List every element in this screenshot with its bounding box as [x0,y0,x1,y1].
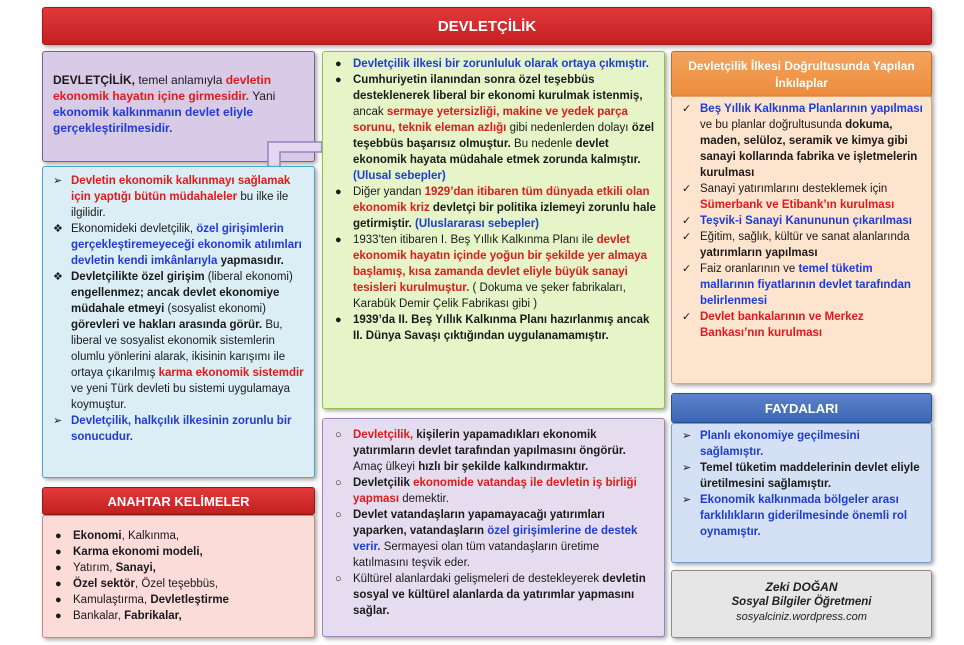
list-item: ○ Devletçilik, kişilerin yapamadıkları ekonomik yatırımların devlet tarafından yapılmasını öngörür. Amaç ülkeyi hızlı bir şekilde kalkındırmaktır. [335,429,626,473]
author-url[interactable]: sosyalciniz.wordpress.com [736,611,867,623]
definition-highlight: devletin ekonomik hayatın içine girmesidir. [53,73,272,103]
list-item: ➢ Temel tüketim maddelerinin devlet eliyle üretilmesini sağlamıştır. [682,462,920,490]
bullet-icon: ● [55,610,62,622]
benefits-header: FAYDALARI [671,393,932,423]
chevron-right-icon: ➢ [682,462,692,474]
definition-text: Yani [249,89,276,103]
list-item: ● 1933'ten itibaren I. Beş Yıllık Kalkınma Planı ile devlet ekonomik hayatın içinde yoğun bir şekilde yer almaya başlamış, kısa zamanda devlet eliyle büyük sanayi tesisleri kurulmuştur. ( Dokuma ve şeker fabrikaları, Karabük Demir Çelik Fabrikası gibi ) [335,234,647,310]
list-item: ● 1939’da II. Beş Yıllık Kalkınma Planı hazırlanmış ancak II. Dünya Savaşı çıktığından uygulanamamıştır. [335,314,650,342]
left-info-box [42,166,315,478]
bullet-icon: ● [335,58,342,70]
bullet-icon: ● [55,546,62,558]
list-item: ✓ Devlet bankalarının ve Merkez Bankası’nın kurulması [682,311,864,339]
circle-bullet-icon: ○ [335,477,342,489]
circle-bullet-icon: ○ [335,573,342,585]
author-name: Zeki DOĞAN [765,580,838,594]
diamond-bullet-icon: ❖ [53,223,63,235]
check-icon: ✓ [682,183,692,195]
list-item: ○ Devletçilik ekonomide vatandaş ile devletin iş birliği yapması demektir. [335,477,637,505]
list-item: ✓ Teşvik-i Sanayi Kanununun çıkarılması [682,215,912,227]
bullet-icon: ● [335,314,342,326]
list-item: ● Cumhuriyetin ilanından sonra özel teşebbüs desteklenerek liberal bir ekonomi kurulmak istenmiş, ancak sermaye yetersizliği, makine ve yedek parça sorunu, teknik eleman azlığı gibi nedenlerden dolayı özel teşebbüs başarısız olmuştur. Bu nedenle devlet ekonomik hayata müdahale etmek zorunda kalmıştır. (Ulusal sebepler) [335,74,655,182]
list-item: ✓ Sanayi yatırımlarını desteklemek için Sümerbank ve Etibank’ın kurulması [682,183,895,211]
chevron-right-icon: ➢ [682,430,692,442]
list-item: ➢ Planlı ekonomiye geçilmesini sağlamıştır. [682,430,860,458]
check-icon: ✓ [682,103,692,115]
check-icon: ✓ [682,311,692,323]
bullet-icon: ● [55,594,62,606]
reforms-header: Devletçilik İlkesi Doğrultusunda Yapılan İnkılaplar [671,51,932,97]
list-item: ● Özel sektör, Özel teşebbüs, [55,578,219,590]
list-item: ● Diğer yandan 1929’dan itibaren tüm dünyada etkili olan ekonomik kriz devletçi bir politika izlemeyi zorunlu hale getirmiştir. (Uluslararası sebepler) [335,186,656,230]
list-item: ○ Devlet vatandaşların yapamayacağı yatırımları yaparken, vatandaşların özel girişimlerine de destek verir. Sermayesi olan tüm vatandaşların üretime katılmasını teşvik eder. [335,509,638,569]
chevron-right-icon: ➢ [53,415,63,427]
bullet-icon: ● [335,74,342,86]
list-item: ❖ Ekonomideki devletçilik, özel girişimlerin gerçekleştiremeyeceği ekonomik atılımları devletin kendi imkânlarıyla yapmasıdır. [53,223,302,267]
list-item: ○ Kültürel alanlardaki gelişmeleri de destekleyerek devletin sosyal ve kültürel alanlarda da yatırımlar yapmasını sağlar. [335,573,646,617]
list-item: ✓ Beş Yıllık Kalkınma Planlarının yapılması ve bu planlar doğrultusunda dokuma, maden, selüloz, seramik ve kimya gibi sanayi kollarında fabrika ve işletmelerin kurulması [682,103,923,179]
list-item: ● Kamulaştırma, Devletleştirme [55,594,229,606]
bullet-icon: ● [335,186,342,198]
diamond-bullet-icon: ❖ [53,271,63,283]
list-item: ● Bankalar, Fabrikalar, [55,610,182,622]
list-item: ● Yatırım, Sanayi, [55,562,156,574]
list-item: ✓ Eğitim, sağlık, kültür ve sanat alanlarında yatırımların yapılması [682,231,910,259]
benefits-box [671,423,932,563]
author-role: Sosyal Bilgiler Öğretmeni [731,596,872,608]
list-item: ❖ Devletçilikte özel girişim (liberal ekonomi) engellenmez; ancak devlet ekonomiye müdahale etmeyi (sosyalist ekonomi) görevleri ve hakları arasında görür. Bu, liberal ve sosyalist ekonomik sistemlerin olumlu yönlerini alarak, ikisinin karışımı ile ortaya çıkarılmış karma ekonomik sistemdir ve yeni Türk devleti bu sistemi uygulamaya koymuştur. [53,271,304,411]
list-item: ✓ Faiz oranlarının ve temel tüketim mallarının fiyatlarının devlet tarafından belirlenmesi [682,263,911,307]
bullet-icon: ● [55,530,62,542]
circle-bullet-icon: ○ [335,509,342,521]
list-item: ➢ Devletin ekonomik kalkınmayı sağlamak için yaptığı bütün müdahaleler bu ilke ile ilgilidir. [53,175,291,219]
bullet-icon: ● [335,234,342,246]
keywords-header: ANAHTAR KELİMELER [42,487,315,515]
check-icon: ✓ [682,231,692,243]
bullet-icon: ● [55,562,62,574]
list-item: ➢ Ekonomik kalkınmada bölgeler arası farklılıkların giderilmesinde önemli rol oynamıştır. [682,494,908,538]
chevron-right-icon: ➢ [53,175,63,187]
definition-highlight: ekonomik kalkınmanın devlet eliyle gerçekleştirilmesidir. [53,105,254,135]
check-icon: ✓ [682,215,692,227]
definition-term: DEVLETÇİLİK, [53,73,136,87]
check-icon: ✓ [682,263,692,275]
list-item: ● Devletçilik ilkesi bir zorunluluk olarak ortaya çıkmıştır. [335,58,649,70]
page-title: DEVLETÇİLİK [42,7,932,45]
middle-lower-box [322,418,665,637]
author-box [671,570,932,638]
middle-info-box [322,51,665,409]
bullet-icon: ● [55,578,62,590]
list-item: ● Ekonomi, Kalkınma, [55,530,180,542]
keywords-box [42,515,315,638]
reforms-box [671,96,932,384]
chevron-right-icon: ➢ [682,494,692,506]
definition-text: temel anlamıyla [135,73,226,87]
circle-bullet-icon: ○ [335,429,342,441]
list-item: ➢ Devletçilik, halkçılık ilkesinin zorunlu bir sonucudur. [53,415,292,443]
list-item: ● Karma ekonomi modeli, [55,546,203,558]
